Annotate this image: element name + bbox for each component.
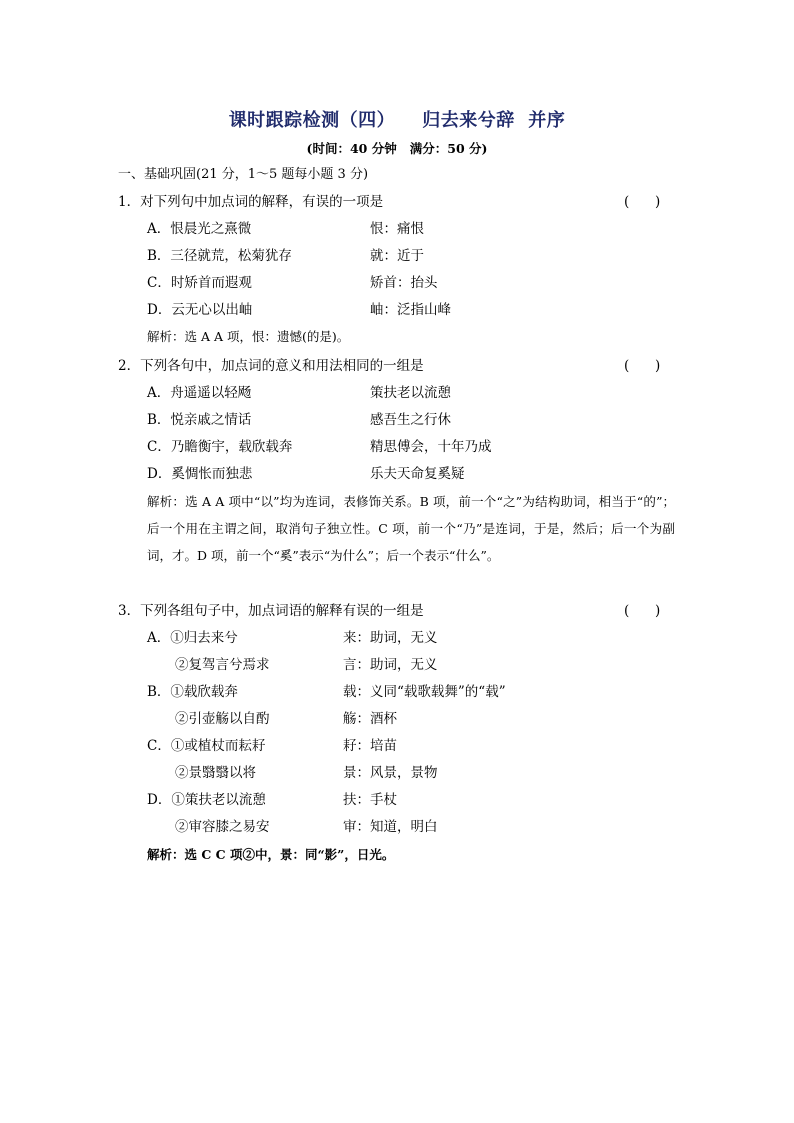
question-3-option-d-2-note: 审：知道，明白 <box>343 819 438 835</box>
page-subtitle: (时间：40 分钟 满分：50 分) <box>306 141 488 156</box>
question-1-option-b: B．三径就荒，松菊犹存 <box>147 248 292 264</box>
question-3-option-a-2: ②复驾言兮焉求 <box>175 657 270 673</box>
question-3-option-c-2-note: 景：风景，景物 <box>343 765 438 781</box>
question-3-answer-blank: ( ) <box>624 603 661 619</box>
question-2-option-a-note: 策扶老以流憩 <box>370 385 451 401</box>
question-3-option-b-2: ②引壶觞以自酌 <box>175 711 270 727</box>
question-3-option-d-1-note: 扶：手杖 <box>343 792 397 808</box>
question-1-option-d: D．云无心以出岫 <box>147 302 253 318</box>
question-1-explanation: 解析：选 A A 项，恨：遗憾(的是)。 <box>147 329 350 344</box>
question-2-option-c: C．乃瞻衡宇，载欣载奔 <box>147 439 293 455</box>
question-3-option-b-1: B．①载欣载奔 <box>147 684 238 700</box>
question-3-option-a-1-note: 来：助词，无义 <box>343 630 438 646</box>
section-heading: 一、基础巩固(21 分，1～5 题每小题 3 分) <box>118 167 369 182</box>
question-3-option-a-2-note: 言：助词，无义 <box>343 657 438 673</box>
question-1-option-c-note: 矫首：抬头 <box>370 275 438 291</box>
question-3-option-c-2: ②景翳翳以将 <box>175 765 256 781</box>
question-3-option-b-2-note: 觞：酒杯 <box>343 711 397 727</box>
question-1-answer-blank: ( ) <box>624 194 661 210</box>
question-3-stem: 3．下列各组句子中，加点词语的解释有误的一组是 <box>118 603 424 619</box>
question-1-stem: 1．对下列句中加点词的解释，有误的一项是 <box>118 194 384 210</box>
question-1-option-a: A．恨晨光之熹微 <box>147 221 252 237</box>
question-2-stem: 2．下列各句中，加点词的意义和用法相同的一组是 <box>118 358 424 374</box>
question-2-option-b-note: 感吾生之行休 <box>370 412 451 428</box>
question-3-explanation: 解析：选 C C 项②中，景：同“影”，日光。 <box>147 847 395 862</box>
question-1-option-a-note: 恨：痛恨 <box>370 221 424 237</box>
question-2-option-d-note: 乐夫天命复奚疑 <box>370 466 465 482</box>
question-3-option-b-1-note: 载：义同“载歌载舞”的“载” <box>343 684 506 700</box>
question-2-option-d: D．奚惆怅而独悲 <box>147 466 253 482</box>
question-2-option-a: A．舟遥遥以轻飏 <box>147 385 252 401</box>
question-2-option-c-note: 精思傅会，十年乃成 <box>370 439 492 455</box>
question-1-option-c: C．时矫首而遐观 <box>147 275 252 291</box>
question-1-option-b-note: 就：近于 <box>370 248 424 264</box>
question-2-option-b: B．悦亲戚之情话 <box>147 412 252 428</box>
page-title: 课时跟踪检测（四） 归去来兮辞 并序 <box>228 110 566 131</box>
question-3-option-c-1-note: 耔：培苗 <box>343 738 397 754</box>
question-3-option-a-1: A．①归去来兮 <box>147 630 238 646</box>
question-2-answer-blank: ( ) <box>624 358 661 374</box>
question-1-option-d-note: 岫：泛指山峰 <box>370 302 451 318</box>
question-2-explanation: 解析：选 A A 项中“以”均为连词，表修饰关系。B 项，前一个“之”为结构助词，相当于“的”；后一个用在主谓之间，取消句子独立性。C 项，前一个“乃”是连词，于是，然后；后一个为副词，才。D 项，前一个“奚”表示“为什么”；后一个表示“什么”。 <box>147 494 675 563</box>
question-3-option-d-2: ②审容膝之易安 <box>175 819 270 835</box>
question-3-option-d-1: D．①策扶老以流憩 <box>147 792 266 808</box>
question-3-option-c-1: C．①或植杖而耘耔 <box>147 738 266 754</box>
